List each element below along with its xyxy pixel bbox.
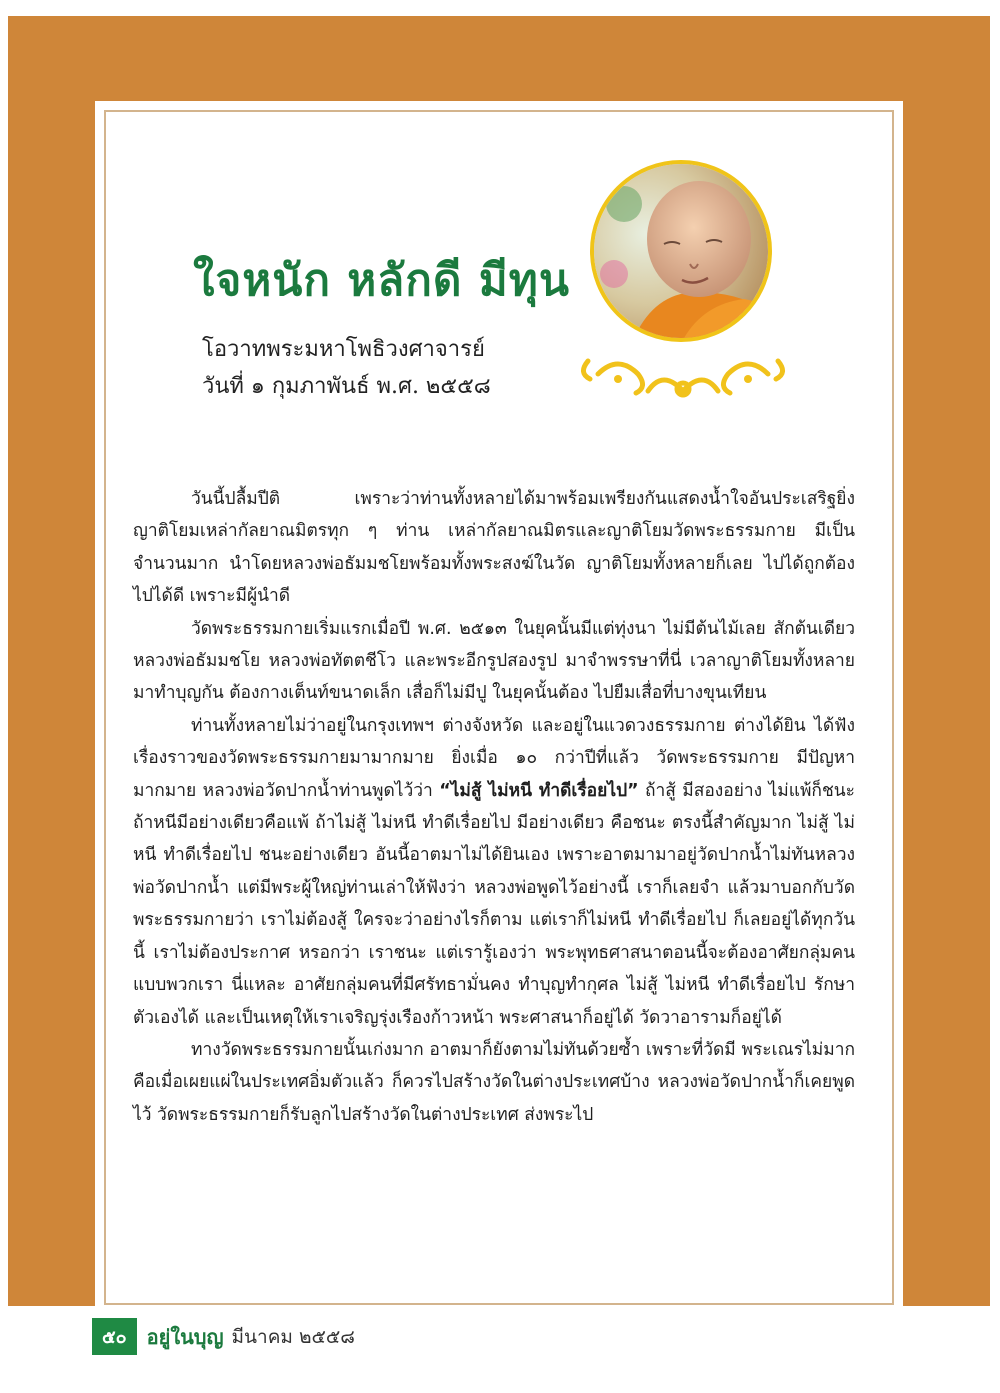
page-frame [8, 16, 990, 1306]
paragraph: ทางวัดพระธรรมกายนั้นเก่งมาก อาตมาก็ยังตามไม่ทันด้วยซ้ำ เพราะที่วัดมี พระเณรไม่มาก คือเมื่อเผยแผ่ในประเทศอิ่มตัวแล้ว ก็ควรไปสร้างวัดในต่างประเทศบ้าง หลวงพ่อวัดปากน้ำก็เคยพูดไว้ วัดพระธรรมกายก็รับลูกไปสร้างวัดในต่างประเทศ ส่งพระไป [133, 1039, 855, 1125]
article-title: ใจหนัก หลักดี มีทุน [193, 255, 570, 306]
speaker-line: โอวาทพระมหาโพธิวงศาจารย์ [202, 337, 485, 362]
paragraph [133, 710, 855, 1034]
article-body [133, 483, 855, 1131]
paragraph-text: ถ้าสู้ มีสองอย่าง ไม่แพ้ก็ชนะ ถ้าหนีมีอย่างเดียวคือแพ้ ถ้าไม่สู้ ไม่หนี ทำดีเรื่อยไป มีอย่างเดียว คือชนะ ตรงนี้สำคัญมาก ไม่สู้ ไม่หนี ทำดีเรื่อยไป ชนะอย่างเดียว อันนี้อาตมาไม่ได้ยินเอง เพราะอาตมามาอยู่วัดปากน้ำไม่ทันหลวงพ่อวัดปากน้ำ แต่มีพระผู้ใหญ่ท่านเล่าให้ฟังว่า หลวงพ่อพูดไว้อย่างนี้ เราก็เลยจำ แล้วมาบอกกับวัดพระธรรมกายว่า เราไม่ต้องสู้ ใครจะว่าอย่างไรก็ตาม แต่เราก็ไม่หนี ทำดีเรื่อยไป ก็เลยอยู่ได้ทุกวันนี้ เราไม่ต้องประกาศ หรอกว่า เราชนะ แต่เรารู้เองว่า พระพุทธศาสนาตอนนี้จะต้องอาศัยกลุ่มคนแบบพวกเรา นี่แหละ อาศัยกลุ่มคนที่มีศรัทธามั่นคง ทำบุญทำกุศล ไม่สู้ ไม่หนี ทำดีเรื่อยไป รักษา ตัวเองได้ และเป็นเหตุให้เราเจริญรุ่งเรืองก้าวหน้า พระศาสนาก็อยู่ได้ วัดวาอารามก็อยู่ได้ [133, 780, 855, 1028]
paragraph: วันนี้ปลื้มปีติ เพราะว่าท่านทั้งหลายได้มาพร้อมเพรียงกันแสดงน้ำใจอันประเสริฐยิ่ง ญาติโยมเหล่ากัลยาณมิตรทุก ๆ ท่าน เหล่ากัลยาณมิตรและญาติโยมวัดพระธรรมกาย มีเป็นจำนวนมาก นำโดยหลวงพ่อธัมมชโยพร้อมทั้งพระสงฆ์ในวัด ญาติโยมทั้งหลายก็เลย ไปได้ถูกต้อง ไปได้ดี เพราะมีผู้นำดี [133, 489, 855, 607]
paragraph: วัดพระธรรมกายเริ่มแรกเมื่อปี พ.ศ. ๒๕๑๓ ในยุคนั้นมีแต่ทุ่งนา ไม่มีต้นไม้เลย สักต้นเดียว หลวงพ่อธัมมชโย หลวงพ่อทัตตชีโว และพระอีกรูปสองรูป มาจำพรรษาที่นี่ เวลาญาติโยมทั้งหลายมาทำบุญกัน ต้องกางเต็นท์ขนาดเล็ก เสื่อก็ไม่มีปู ในยุคนั้นต้อง ไปยืมเสื่อที่บางขุนเทียน [133, 618, 855, 704]
gold-scroll-ornament [578, 349, 788, 409]
page-number: ๕๐ [92, 1318, 137, 1355]
page-footer [92, 1318, 355, 1355]
article-byline [202, 331, 491, 405]
portrait-image [594, 164, 768, 338]
date-line: วันที่ ๑ กุมภาพันธ์ พ.ศ. ๒๕๕๘ [202, 374, 491, 399]
issue-date: มีนาคม ๒๕๕๘ [231, 1325, 355, 1348]
content-panel [95, 101, 903, 1314]
magazine-name: อยู่ในบุญ [146, 1324, 224, 1349]
portrait-photo [590, 160, 772, 342]
bold-quote: “ไม่สู้ ไม่หนี ทำดีเรื่อยไป” [439, 780, 639, 801]
paragraph-text: ท่านทั้งหลายไม่ว่าอยู่ในกรุงเทพฯ ต่างจังหวัด และอยู่ในแวดวงธรรมกาย ต่างได้ยิน ได้ฟังเรื่องราวของวัดพระธรรมกายมามากมาย ยิ่งเมื่อ ๑๐ กว่าปีที่แล้ว วัดพระธรรมกาย มีปัญหามากมาย หลวงพ่อวัดปากน้ำท่านพูดไว้ว่า [133, 715, 855, 801]
